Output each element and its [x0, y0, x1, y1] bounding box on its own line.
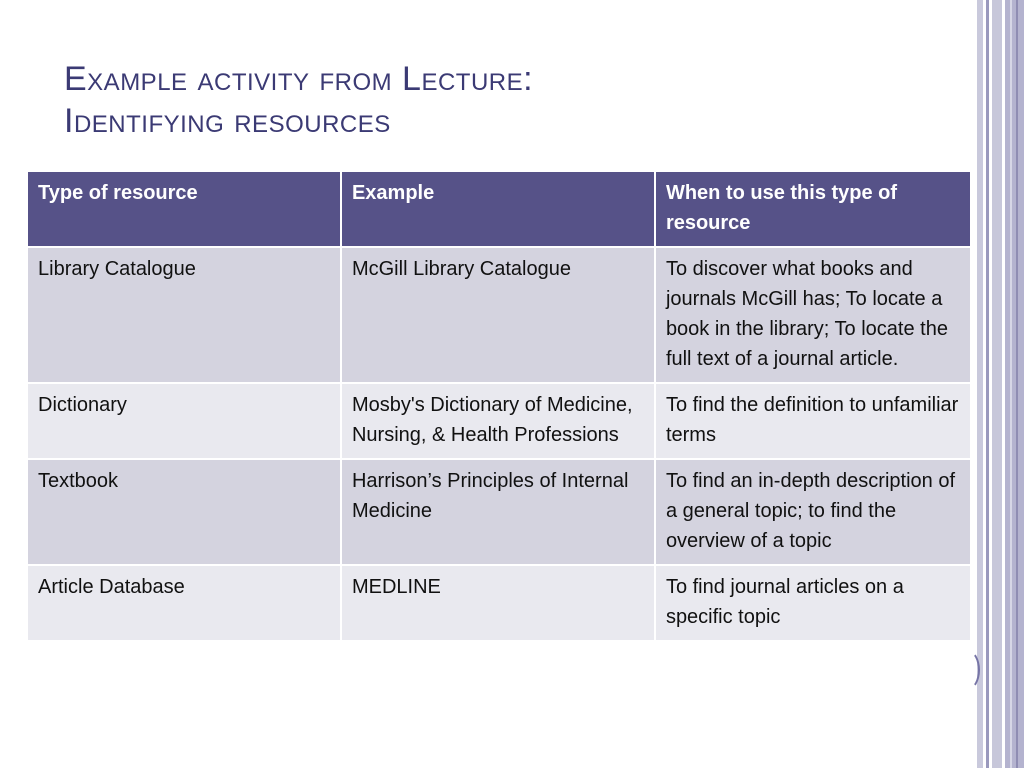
table-cell-type: Textbook — [27, 459, 341, 565]
table-row — [27, 247, 971, 383]
table-cell-example: MEDLINE — [341, 565, 655, 641]
table-cell-type: Library Catalogue — [27, 247, 341, 383]
table-row — [27, 565, 971, 641]
table-cell-type: Dictionary — [27, 383, 341, 459]
slide-title-line-2: Identifying resources — [64, 102, 391, 140]
table-row — [27, 383, 971, 459]
column-header-example: Example — [341, 171, 655, 247]
right-decorative-bar — [1016, 0, 1018, 768]
table-cell-when-to-use: To find journal articles on a specific topic — [655, 565, 971, 641]
table-cell-example: Harrison’s Principles of Internal Medicine — [341, 459, 655, 565]
table-cell-example: McGill Library Catalogue — [341, 247, 655, 383]
column-header-when-to-use: When to use this type of resource — [655, 171, 971, 247]
resources-table — [26, 170, 972, 642]
table-header-row — [27, 171, 971, 247]
right-decorative-bar — [992, 0, 1002, 768]
table-row — [27, 459, 971, 565]
table-cell-when-to-use: To find an in-depth description of a general topic; to find the overview of a topic — [655, 459, 971, 565]
right-decorative-bar — [977, 0, 983, 768]
decorative-circle — [956, 650, 980, 690]
table-cell-type: Article Database — [27, 565, 341, 641]
right-decorative-bar — [986, 0, 989, 768]
table-cell-when-to-use: To discover what books and journals McGill has; To locate a book in the library; To locate the full text of a journal article. — [655, 247, 971, 383]
table-cell-example: Mosby's Dictionary of Medicine, Nursing, & Health Professions — [341, 383, 655, 459]
table-cell-when-to-use: To find the definition to unfamiliar terms — [655, 383, 971, 459]
right-decorative-bar — [1010, 0, 1012, 768]
right-decorative-bar — [1005, 0, 1024, 768]
slide-title — [64, 58, 944, 142]
slide-title-line-1: Example activity from Lecture: — [64, 60, 534, 98]
column-header-type: Type of resource — [27, 171, 341, 247]
